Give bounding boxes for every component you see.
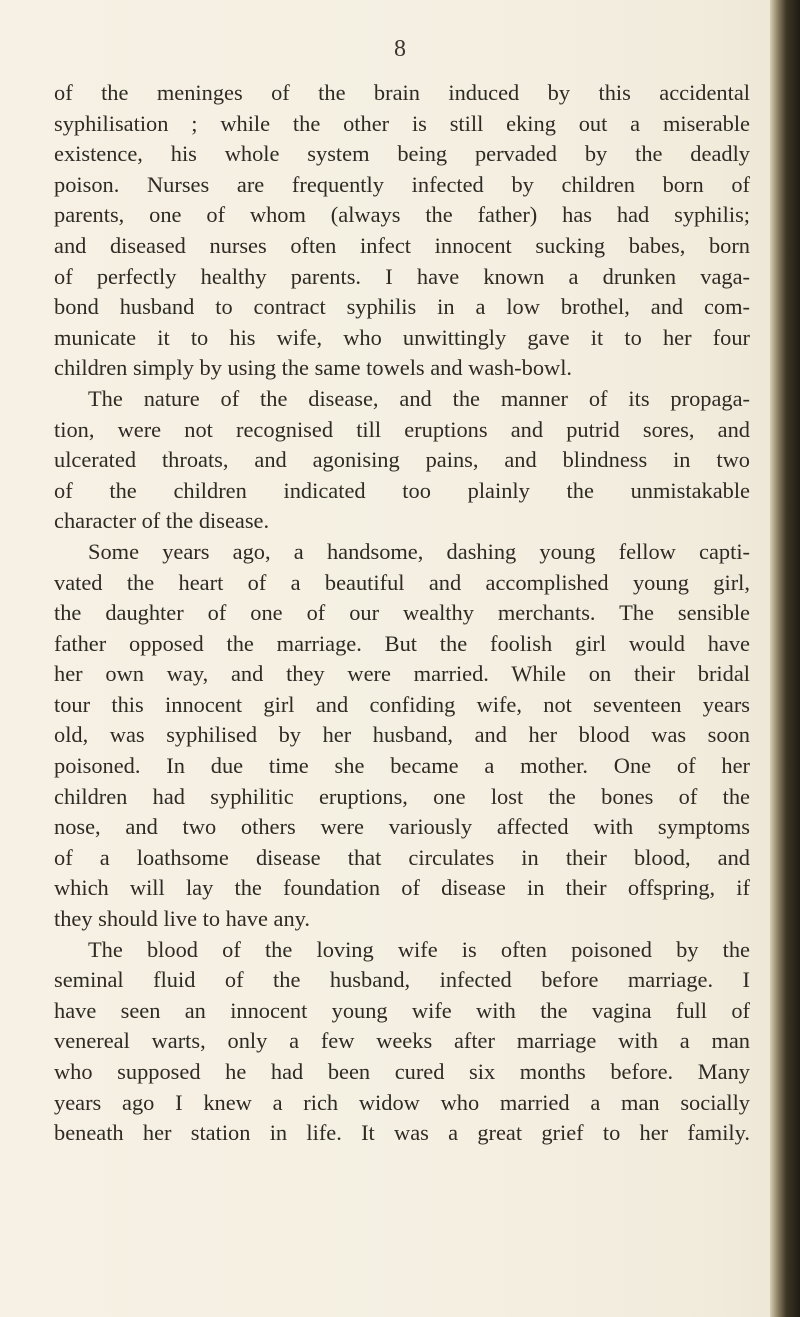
text-line: of the meninges of the brain induced by this accidental bbox=[54, 80, 750, 105]
text-line: seminal fluid of the husband, infected before marriage. I bbox=[54, 967, 750, 993]
body-text bbox=[54, 78, 750, 1149]
text-line: character of the disease. bbox=[54, 508, 270, 534]
text-line: which will lay the foundation of disease in their offspring, if bbox=[54, 875, 750, 901]
binding-edge bbox=[770, 0, 800, 1317]
text-line: nose, and two others were variously affected with symptoms bbox=[54, 814, 750, 840]
text-line: syphilisation ; while the other is still eking out a miserable bbox=[54, 110, 750, 136]
text-line: The nature of the disease, and the manner of its propaga- bbox=[88, 385, 750, 411]
text-line: of the children indicated too plainly the unmistakable bbox=[54, 477, 750, 503]
text-line: existence, his whole system being pervaded by the deadly bbox=[54, 141, 750, 167]
text-line: of a loathsome disease that circulates in their blood, and bbox=[54, 844, 750, 870]
text-line: tion, were not recognised till eruptions and putrid sores, and bbox=[54, 416, 750, 442]
text-line: poisoned. In due time she became a mother. One of her bbox=[54, 753, 750, 779]
text-line: and diseased nurses often infect innocent sucking babes, born bbox=[54, 232, 750, 258]
page-number: 8 bbox=[394, 36, 406, 62]
text-line: children simply by using the same towels and wash-bowl. bbox=[54, 355, 573, 381]
text-line: years ago I knew a rich widow who married a man socially bbox=[54, 1089, 750, 1115]
text-line: tour this innocent girl and confiding wife, not seventeen years bbox=[54, 691, 750, 717]
text-line: father opposed the marriage. But the foolish girl would have bbox=[54, 630, 750, 656]
text-line: Some years ago, a handsome, dashing young fellow capti- bbox=[88, 538, 750, 564]
text-line: The blood of the loving wife is often poisoned by the bbox=[88, 936, 750, 962]
text-line: vated the heart of a beautiful and accomplished young girl, bbox=[54, 569, 750, 595]
text-line: venereal warts, only a few weeks after marriage with a man bbox=[54, 1028, 750, 1054]
text-line: ulcerated throats, and agonising pains, and blindness in two bbox=[54, 447, 750, 473]
text-line: beneath her station in life. It was a great grief to her family. bbox=[54, 1120, 750, 1146]
text-line: the daughter of one of our wealthy merchants. The sensible bbox=[54, 600, 750, 626]
text-line: they should live to have any. bbox=[54, 906, 310, 932]
text-line: children had syphilitic eruptions, one lost the bones of the bbox=[54, 783, 750, 809]
text-line: who supposed he had been cured six months before. Many bbox=[54, 1059, 750, 1084]
text-line: old, was syphilised by her husband, and her blood was soon bbox=[54, 722, 750, 748]
text-line: have seen an innocent young wife with the vagina full of bbox=[54, 997, 750, 1023]
text-line: municate it to his wife, who unwittingly gave it to her four bbox=[54, 324, 750, 350]
text-line: of perfectly healthy parents. I have known a drunken vaga- bbox=[54, 263, 750, 289]
text-line: poison. Nurses are frequently infected by children born of bbox=[54, 171, 750, 197]
text-line: parents, one of whom (always the father) has had syphilis; bbox=[54, 202, 750, 228]
text-line: her own way, and they were married. While on their bridal bbox=[54, 661, 750, 687]
text-line: bond husband to contract syphilis in a low brothel, and com- bbox=[54, 294, 750, 320]
